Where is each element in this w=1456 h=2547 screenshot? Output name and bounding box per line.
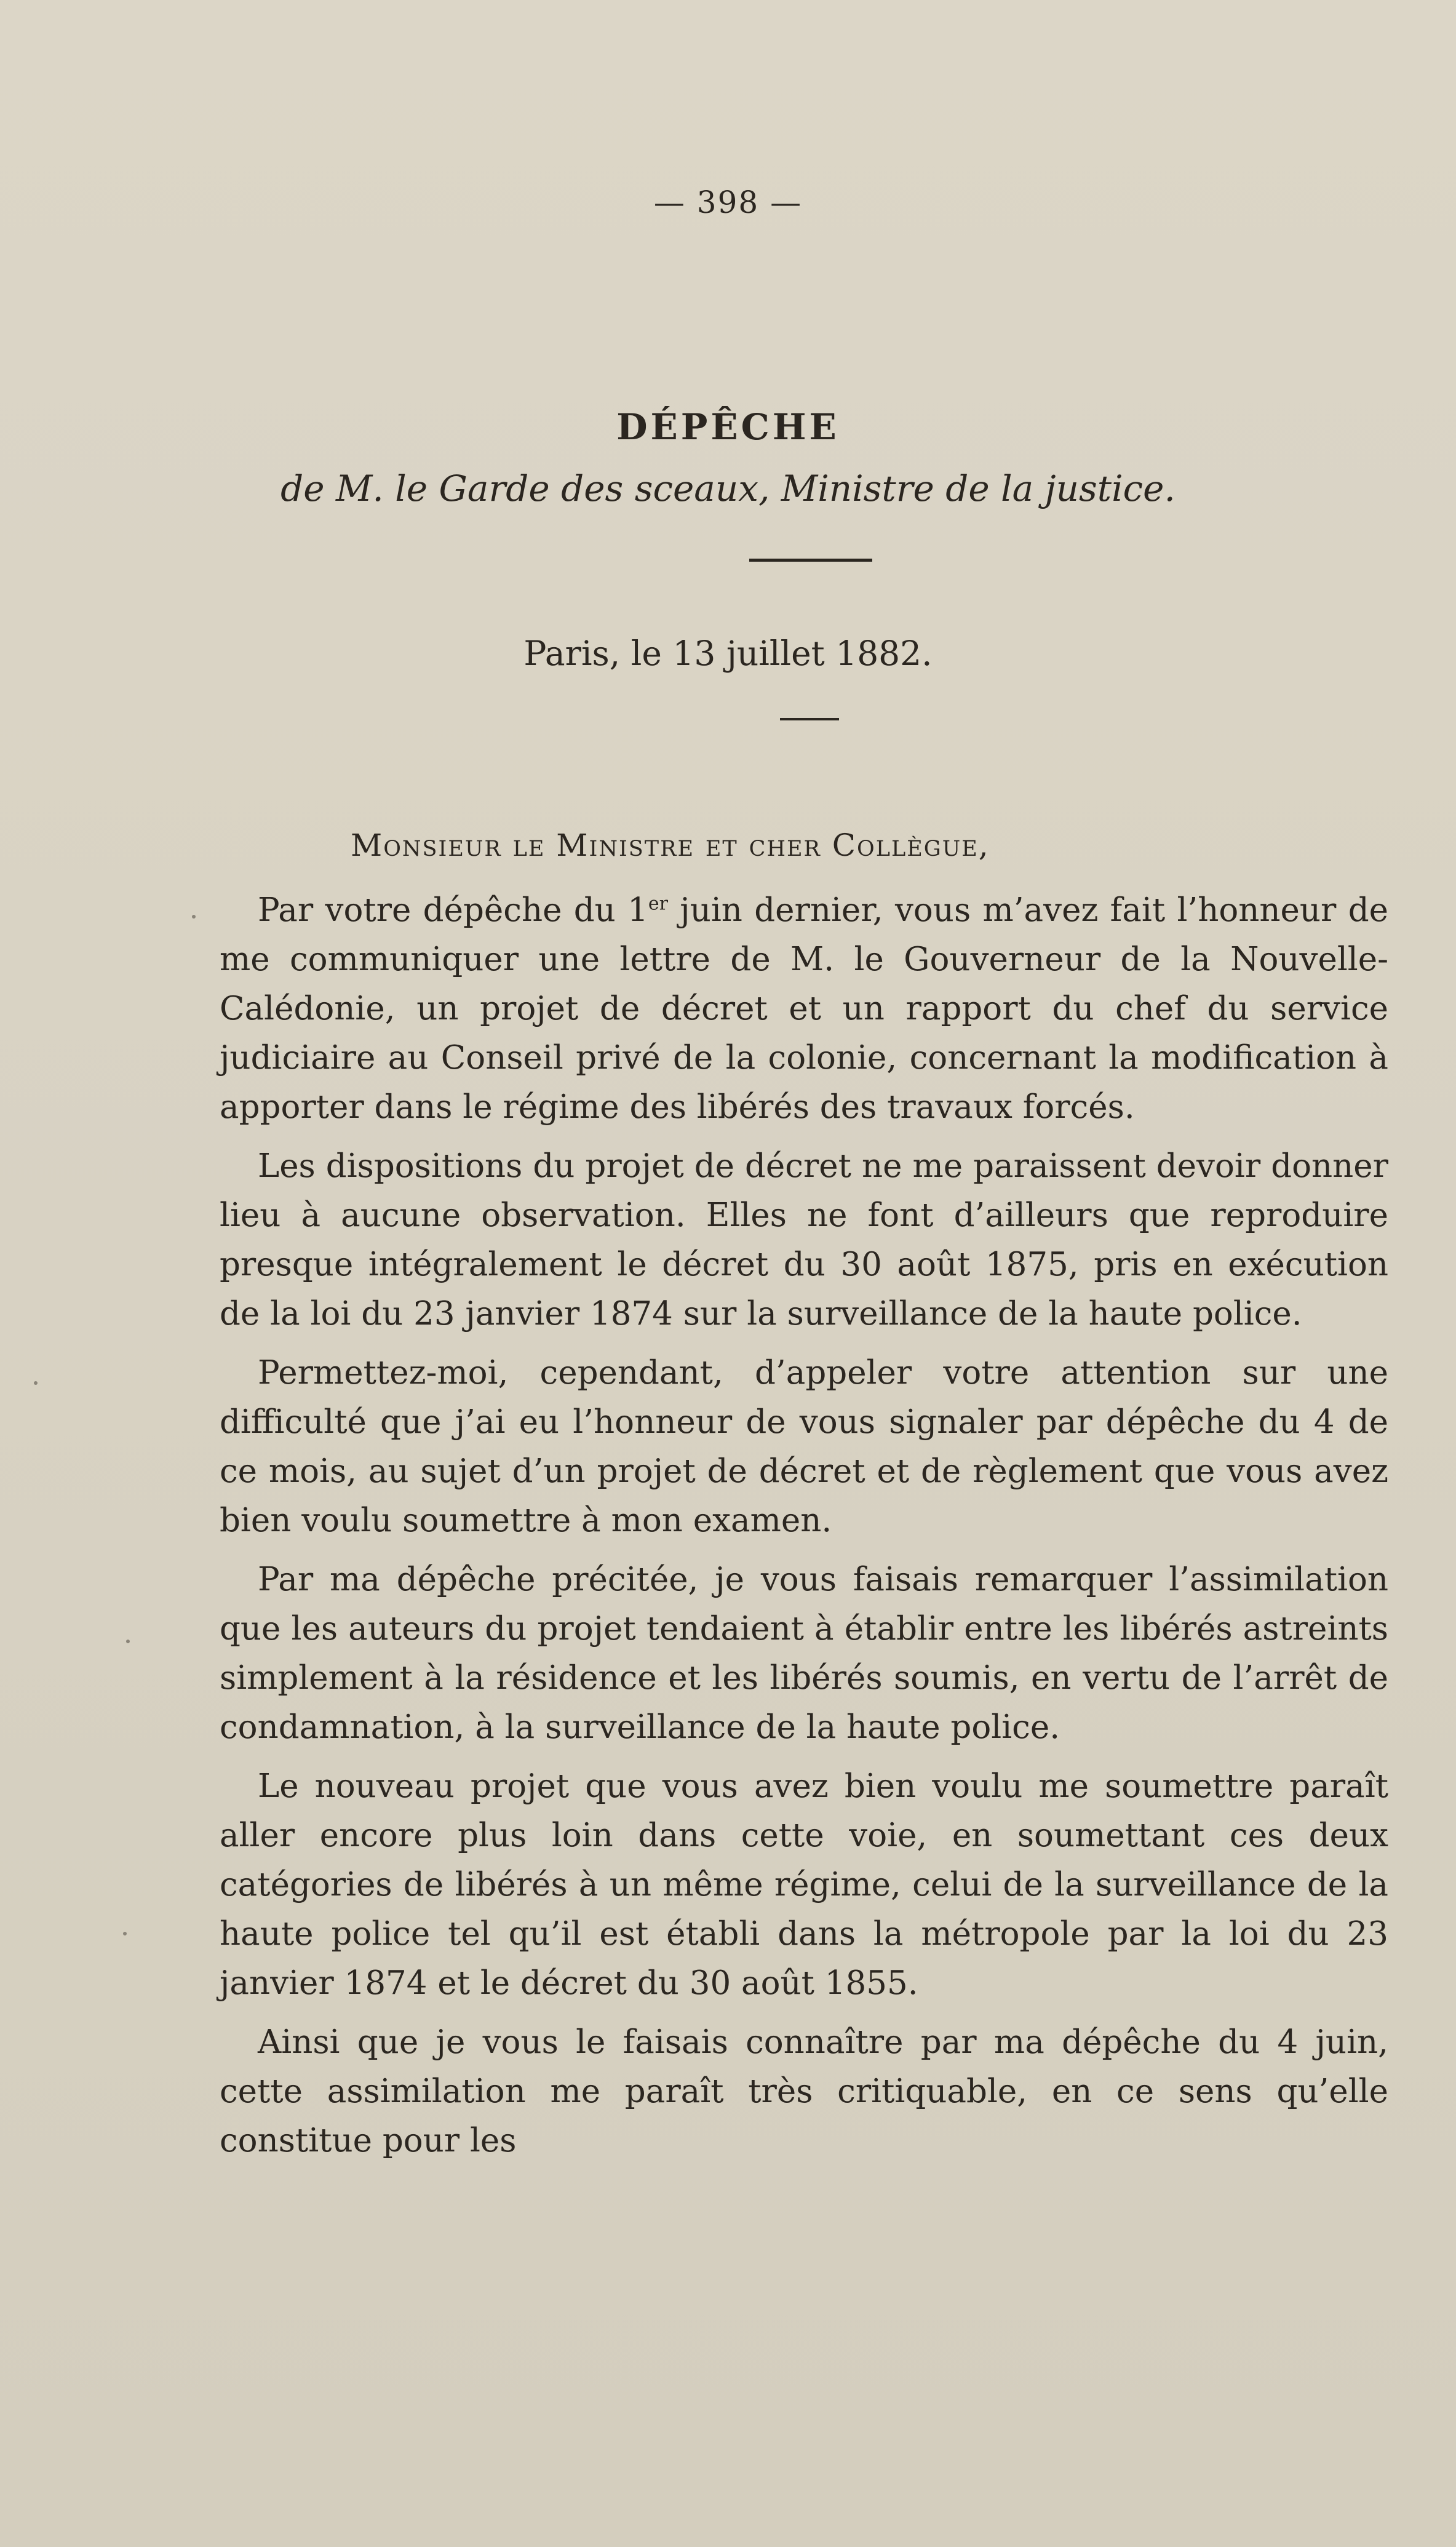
paragraph-2: Les dispositions du projet de décret ne me paraissent devoir donner lieu à aucune observation. Elles ne font d’ailleurs que reproduire presque intégralement le décret du 30 août 1875, pris en exécution de la loi du 23 janvier 1874 sur la surveillance de la haute police. bbox=[220, 1147, 1388, 1333]
paragraph-4: Par ma dépêche précitée, je vous faisais remarquer l’assimilation que les auteurs du projet tendaient à établir entre les libérés astreints simplement à la résidence et les libérés soumis, en vertu de l’arrêt de condamnation, à la surveillance de la haute police. bbox=[220, 1561, 1388, 1746]
date-divider bbox=[780, 718, 839, 720]
paper-speck bbox=[192, 915, 196, 919]
dispatch-title: DÉPÊCHE bbox=[616, 406, 840, 448]
paragraph-1-rest: juin dernier, vous m’avez fait l’honneur de me communiquer une lettre de M. le Gouverneur de la Nouvelle-Calédonie, un projet de décret et un rapport du chef du service judiciaire au Conseil privé de la colonie, concernant la modification à apporter dans le régime des libérés des travaux forcés. bbox=[220, 891, 1388, 1126]
paragraph-6: Ainsi que je vous le faisais connaître par ma dépêche du 4 juin, cette assimilation me paraît très critiquable, en ce sens qu’elle constitue pour les bbox=[220, 2023, 1388, 2159]
title-divider bbox=[749, 559, 872, 562]
paper-speck bbox=[123, 1932, 127, 1935]
paragraph-3: Permettez-moi, cependant, d’appeler votre attention sur une difficulté que j’ai eu l’honneur de vous signaler par dépêche du 4 de ce mois, au sujet d’un projet de décret et de règlement que vous avez bien voulu soumettre à mon examen. bbox=[220, 1354, 1388, 1539]
paragraph-1-start: Par votre dépêche du 1 bbox=[258, 891, 648, 929]
dispatch-subtitle: de M. le Garde des sceaux, Ministre de la justice. bbox=[280, 468, 1176, 509]
paragraph-5: Le nouveau projet que vous avez bien voulu me soumettre paraît aller encore plus loin dans cette voie, en soumettant ces deux catégories de libérés à un même régime, celui de la surveillance de la haute police tel qu’il est établi dans la métropole par la loi du 23 janvier 1874 et le décret du 30 août 1855. bbox=[220, 1768, 1388, 2002]
ordinal-superscript: er bbox=[648, 893, 668, 915]
letter-body bbox=[220, 886, 1388, 2175]
paper-speck bbox=[34, 1381, 38, 1385]
page-number: — 398 — bbox=[653, 185, 803, 220]
date-line: Paris, le 13 juillet 1882. bbox=[523, 634, 933, 673]
paragraph-1 bbox=[220, 886, 1388, 1132]
salutation: Monsieur le Ministre et cher Collègue, bbox=[351, 827, 990, 863]
paper-speck bbox=[126, 1640, 130, 1643]
